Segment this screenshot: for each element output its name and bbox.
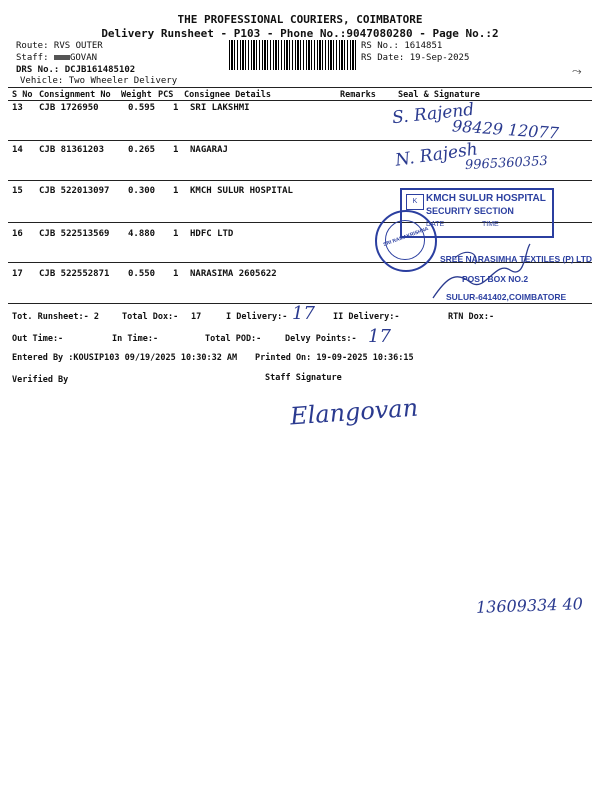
handwritten-delvy-points: 17 xyxy=(368,326,391,347)
col-remarks: Remarks xyxy=(340,90,376,100)
row-divider xyxy=(8,140,592,141)
row-pcs: 1 xyxy=(173,186,179,196)
handwritten-name-14: N. Rajesh xyxy=(394,139,479,171)
row-weight: 0.595 xyxy=(128,103,156,113)
round-seal-text: SRI RAMAKRISHNA xyxy=(382,226,430,248)
total-dox-value: 17 xyxy=(191,312,202,322)
kmch-section: SECURITY SECTION xyxy=(426,206,514,216)
row-divider xyxy=(8,180,592,181)
row-consignment: CJB 522513569 xyxy=(39,229,110,239)
table-header-rule xyxy=(8,100,592,101)
col-seal: Seal & Signature xyxy=(398,90,480,100)
route: Route: RVS OUTER xyxy=(16,41,103,51)
in-time-label: In Time:- xyxy=(112,334,159,344)
printed-on: Printed On: 19-09-2025 10:36:15 xyxy=(255,353,414,363)
col-weight: Weight xyxy=(121,90,152,100)
staff-name: GOVAN xyxy=(69,53,98,63)
row-sno: 17 xyxy=(12,269,23,279)
row-sno: 13 xyxy=(12,103,23,113)
row-consignment: CJB 1726950 xyxy=(39,103,99,113)
ii-delivery-label: II Delivery:- xyxy=(333,312,400,322)
row-consignee: HDFC LTD xyxy=(190,229,234,239)
row-sno: 14 xyxy=(12,145,23,155)
row-pcs: 1 xyxy=(173,269,179,279)
runsheet-subtitle: Delivery Runsheet - P103 - Phone No.:9047080280 - Page No.:2 xyxy=(101,27,499,40)
col-consignment: Consignment No xyxy=(39,90,111,100)
company-title: THE PROFESSIONAL COURIERS, COIMBATORE xyxy=(177,13,423,26)
col-pcs: PCS xyxy=(158,90,174,100)
row-weight: 0.300 xyxy=(128,186,156,196)
stamp-signature-scribble xyxy=(425,240,535,306)
row-weight: 0.550 xyxy=(128,269,156,279)
vehicle: Vehicle: Two Wheeler Delivery xyxy=(20,76,178,86)
handwritten-phone-14: 9965360353 xyxy=(464,153,549,174)
row-pcs: 1 xyxy=(173,229,179,239)
sree-stamp-line3: SULUR-641402,COIMBATORE xyxy=(446,292,567,302)
kmch-time-label: TIME xyxy=(482,221,499,228)
handwritten-i-delivery: 17 xyxy=(292,303,315,324)
row-consignment: CJB 522013097 xyxy=(39,186,110,196)
row-weight: 4.880 xyxy=(128,229,156,239)
row-sno: 16 xyxy=(12,229,23,239)
row-weight: 0.265 xyxy=(128,145,156,155)
row-consignee: KMCH SULUR HOSPITAL xyxy=(190,186,293,196)
row-consignee: NARASIMA 2605622 xyxy=(190,269,277,279)
staff xyxy=(16,53,97,63)
redaction-mark xyxy=(54,55,70,60)
barcode xyxy=(229,40,357,70)
rtn-dox-label: RTN Dox:- xyxy=(448,312,495,322)
rs-number: RS No.: 1614851 xyxy=(361,41,443,51)
i-delivery-label: I Delivery:- xyxy=(226,312,288,322)
sree-stamp-line1: SREE NARASIMHA TEXTILES (P) LTD xyxy=(440,254,593,264)
drs-number: DRS No.: DCJB161485102 xyxy=(16,65,136,75)
handwritten-name-13: S. Rajend xyxy=(391,99,476,129)
total-pod-label: Total POD:- xyxy=(205,334,262,344)
staff-label: Staff: xyxy=(16,53,54,63)
delvy-points-label: Delvy Points:- xyxy=(285,334,357,344)
kmch-logo-icon: K xyxy=(406,194,424,210)
row-sno: 15 xyxy=(12,186,23,196)
col-consignee: Consignee Details xyxy=(184,90,271,100)
row-consignee: NAGARAJ xyxy=(190,145,228,155)
staff-signature-label: Staff Signature xyxy=(265,373,342,383)
entered-by: Entered By :KOUSIP103 09/19/2025 10:30:32 AM xyxy=(12,353,238,363)
kmch-title: KMCH SULUR HOSPITAL xyxy=(426,193,546,204)
row-pcs: 1 xyxy=(173,103,179,113)
table-top-rule xyxy=(8,87,592,88)
row-consignee: SRI LAKSHMI xyxy=(190,103,250,113)
corner-scribble: ⤳ xyxy=(572,64,582,78)
col-sno: S No xyxy=(12,90,33,100)
row-pcs: 1 xyxy=(173,145,179,155)
handwritten-phone-13: 98429 12077 xyxy=(451,116,560,143)
kmch-date-label: DATE xyxy=(426,221,445,228)
rs-date: RS Date: 19-Sep-2025 xyxy=(361,53,470,63)
handwritten-number: 13609334 40 xyxy=(475,594,584,617)
row-consignment: CJB 522552871 xyxy=(39,269,110,279)
tot-runsheet: Tot. Runsheet:- 2 xyxy=(12,312,99,322)
out-time-label: Out Time:- xyxy=(12,334,64,344)
row-consignment: CJB 81361203 xyxy=(39,145,105,155)
verified-by: Verified By xyxy=(12,375,69,385)
staff-signature: Elangovan xyxy=(289,393,419,431)
total-dox-label: Total Dox:- xyxy=(122,312,179,322)
sree-stamp-line2: POST BOX NO.2 xyxy=(462,274,529,284)
